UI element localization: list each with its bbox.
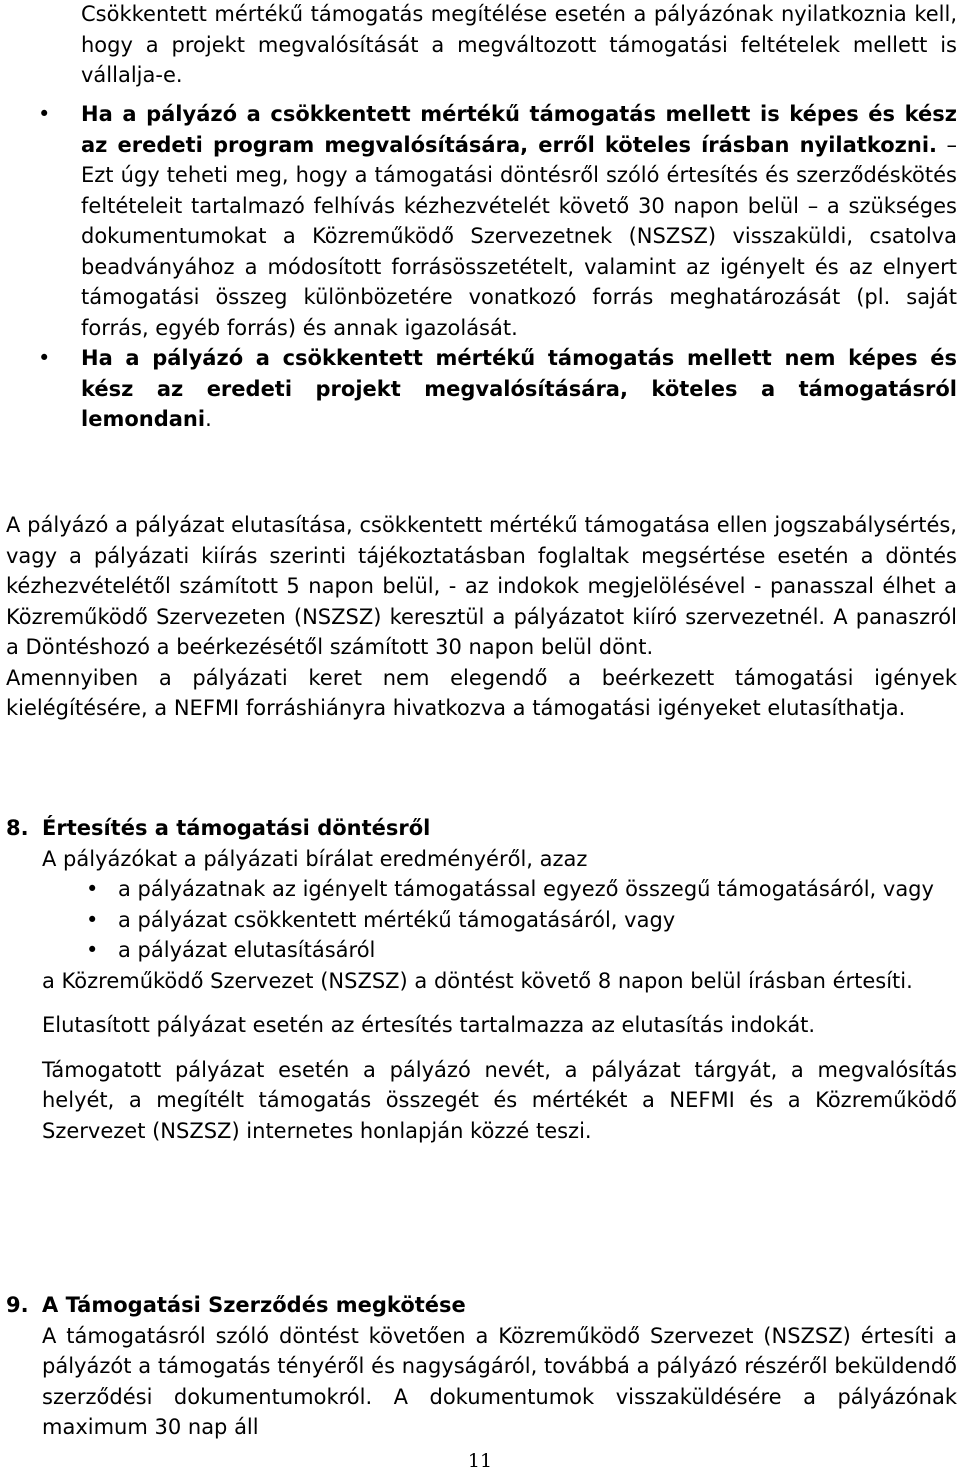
section-number: 8. — [6, 816, 29, 840]
list-item-text: a pályázat csökkentett mértékű támogatásáról, vagy — [118, 907, 676, 932]
paragraph-reduced-support: Csökkentett mértékű támogatás megítélése esetén a pályázónak nyilatkoznia kell, hogy a projekt megvalósítását a megváltozott támogatási feltételek mellett is vállalja-e. — [81, 2, 957, 87]
bullet-icon: • — [86, 877, 99, 901]
paragraph-notification: a Közreműködő Szervezet (NSZSZ) a döntést követő 8 napon belül írásban értesíti. — [42, 968, 913, 993]
paragraph-funds: Amennyiben a pályázati keret nem elegendő a beérkezett támogatási igények kielégítésére, a NEFMI forráshiányra hivatkozva a támogatási igényeket elutasíthatja. — [6, 665, 957, 720]
bullet-icon: • — [86, 938, 99, 962]
section-heading — [6, 1290, 957, 1321]
bullet-text — [81, 343, 957, 435]
bullet-text — [81, 99, 957, 343]
bullet-item — [0, 99, 957, 343]
bullet-icon: • — [38, 102, 51, 126]
bullet-normal-text: – Ezt úgy teheti meg, hogy a támogatási döntésről szóló értesítés és szerződéskötés feltételeit tartalmazó felhívás kézhezvételét követő 30 napon belül – a szükséges dokumentumokat a Közreműködő Szervezetnek (NSZSZ) visszaküldi, csatolva beadványához a módosított forrásösszetételt, valamint az igényelt és az elnyert támogatási összeg különbözetére vonatkozó forrás meghatározását (pl. saját forrás, egyéb forrás) és annak igazolását. — [81, 132, 957, 340]
section-8 — [6, 813, 957, 1146]
paragraph-contract: A támogatásról szóló döntést követően a Közreműködő Szervezet (NSZSZ) értesíti a pályázót a támogatás tényéről és nagyságáról, továbbá a pályázó részéről beküldendő szerződési dokumentumokról. A dokumentumok visszaküldésére a pályázónak maximum 30 nap áll — [42, 1323, 957, 1439]
bullet-bold-text: Ha a pályázó a csökkentett mértékű támogatás mellett nem képes és kész az eredeti projekt megvalósítására, köteles a támogatásról lemondani — [81, 346, 957, 431]
list-item — [6, 935, 957, 966]
section-title: Értesítés a támogatási döntésről — [42, 816, 431, 840]
bullet-icon: • — [38, 346, 51, 370]
section-9 — [6, 1290, 957, 1443]
list-item-text: a pályázatnak az igényelt támogatással egyező összegű támogatásáról, vagy — [118, 877, 934, 901]
paragraph-supported: Támogatott pályázat esetén a pályázó nevét, a pályázat tárgyát, a megvalósítás helyét, a megítélt támogatás összegét és mértékét a NEFMI és a Közreműködő Szervezet (NSZSZ) internetes honlapján közzé teszi. — [42, 1057, 957, 1143]
section-title: A Támogatási Szerződés megkötése — [42, 1293, 466, 1317]
list-item — [6, 905, 957, 936]
section-intro: A pályázókat a pályázati bírálat eredményéről, azaz — [42, 846, 588, 871]
page-number: 11 — [467, 1450, 493, 1472]
paragraph-complaint: A pályázó a pályázat elutasítása, csökkentett mértékű támogatása ellen jogszabálysértés, vagy a pályázati kiírás szerinti tájékoztatásban foglaltak megsértése esetén a döntés kézhezvételétől számított 5 napon belül, - az indokok megjelölésével - panasszal élhet a Közreműködő Szervezeten (NSZSZ) keresztül a pályázatot kiíró szervezetnél. A panaszról a Döntéshozó a beérkezésétől számított 30 napon belül dönt. — [6, 513, 957, 659]
bullet-icon: • — [86, 907, 99, 932]
bullet-normal-text: . — [205, 407, 212, 431]
list-item-text: a pályázat elutasításáról — [118, 938, 376, 962]
bullet-list-declarations — [0, 99, 957, 435]
bullet-bold-text: Ha a pályázó a csökkentett mértékű támogatás mellett is képes és kész az eredeti program megvalósítására, erről köteles írásban nyilatkozni. — [81, 102, 957, 157]
list-item — [6, 874, 957, 905]
section-heading — [6, 813, 957, 844]
paragraph-rejected: Elutasított pályázat esetén az értesítés tartalmazza az elutasítás indokát. — [42, 1013, 816, 1037]
bullet-item — [0, 343, 957, 435]
complaint-section — [6, 510, 957, 724]
section-number: 9. — [6, 1293, 29, 1317]
